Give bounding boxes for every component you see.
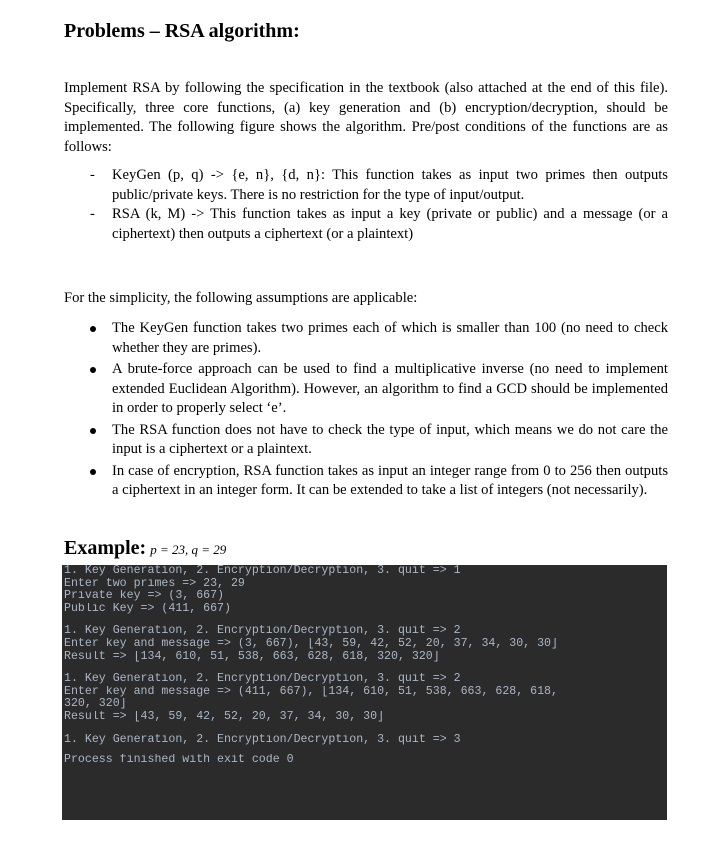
list-item-text: A brute-force approach can be used to find a multiplicative inverse (no need to implement extended Euclidean Algorithm). However, an algorithm to find a GCD should be implemented in order to properly select ‘e’. (112, 361, 668, 416)
list-item-text: RSA (k, M) -> This function takes as input a key (private or public) and a message (or a ciphertext) then outputs a ciphertext (or a plaintext) (112, 206, 668, 242)
console-line: 1. Key Generation, 2. Encryption/Decryption, 3. quit => 2 (64, 625, 461, 638)
list-item-rsa (64, 205, 668, 244)
list-item-text: In case of encryption, RSA function takes as input an integer range from 0 to 256 then outputs a ciphertext in an integer form. It can be extended to take a list of integers (not necessarily). (112, 462, 668, 498)
console-line: Enter two primes => 23, 29 (64, 577, 245, 590)
simplicity-intro: For the simplicity, the following assumptions are applicable: (64, 290, 418, 306)
example-params: p = 23, q = 29 (150, 542, 227, 557)
console-line: 320, 320] (64, 698, 127, 711)
dash-marker: - (90, 206, 95, 222)
bullet-icon (90, 367, 96, 373)
dash-marker: - (90, 167, 95, 183)
list-item (64, 421, 668, 460)
bullet-icon (90, 326, 96, 332)
console-line: Enter key and message => (3, 667), [43, 59, 42, 52, 20, 37, 34, 30, 30] (64, 637, 558, 650)
console-line: Public Key => (411, 667) (64, 602, 231, 615)
console-line: Result => [43, 59, 42, 52, 20, 37, 34, 30, 30] (64, 710, 385, 723)
console-line: Result => [134, 610, 51, 538, 663, 628, 618, 320, 320] (64, 650, 440, 663)
bullet-icon (90, 469, 96, 475)
function-list (64, 166, 668, 244)
list-item-text: The RSA function does not have to check the type of input, which means we do not care the input is a ciphertext or a plaintext. (112, 421, 668, 457)
list-item (64, 360, 668, 419)
list-item-keygen (64, 166, 668, 205)
console-line: 1. Key Generation, 2. Encryption/Decryption, 3. quit => 2 (64, 673, 461, 686)
page-title: Problems – RSA algorithm: (64, 20, 300, 42)
list-item-text: The KeyGen function takes two primes each of which is smaller than 100 (no need to check whether they are primes). (112, 320, 668, 356)
assumption-list (64, 319, 668, 503)
console-output (62, 565, 667, 820)
console-line: Enter key and message => (411, 667), [134, 610, 51, 538, 663, 628, 618, (64, 685, 558, 698)
console-exit-line: Process finished with exit code 0 (64, 754, 294, 767)
bullet-icon (90, 428, 96, 434)
list-item (64, 319, 668, 358)
example-heading (64, 537, 226, 560)
list-item-text: KeyGen (p, q) -> {e, n}, {d, n}: This function takes as input two primes then outputs public/private keys. There is no restriction for the type of input/output. (112, 167, 668, 203)
intro-paragraph: Implement RSA by following the specification in the textbook (also attached at the end of this file). Specifically, three core functions, (a) key generation and (b) encryption/decryption, should be implemented. The following figure shows the algorithm. Pre/post conditions of the functions are as follows: (64, 80, 668, 155)
example-label: Example: (64, 537, 147, 559)
list-item (64, 462, 668, 501)
console-line: 1. Key Generation, 2. Encryption/Decryption, 3. quit => 1 (64, 565, 461, 577)
console-line: Private key => (3, 667) (64, 590, 225, 603)
console-line: 1. Key Generation, 2. Encryption/Decryption, 3. quit => 3 (64, 733, 461, 746)
